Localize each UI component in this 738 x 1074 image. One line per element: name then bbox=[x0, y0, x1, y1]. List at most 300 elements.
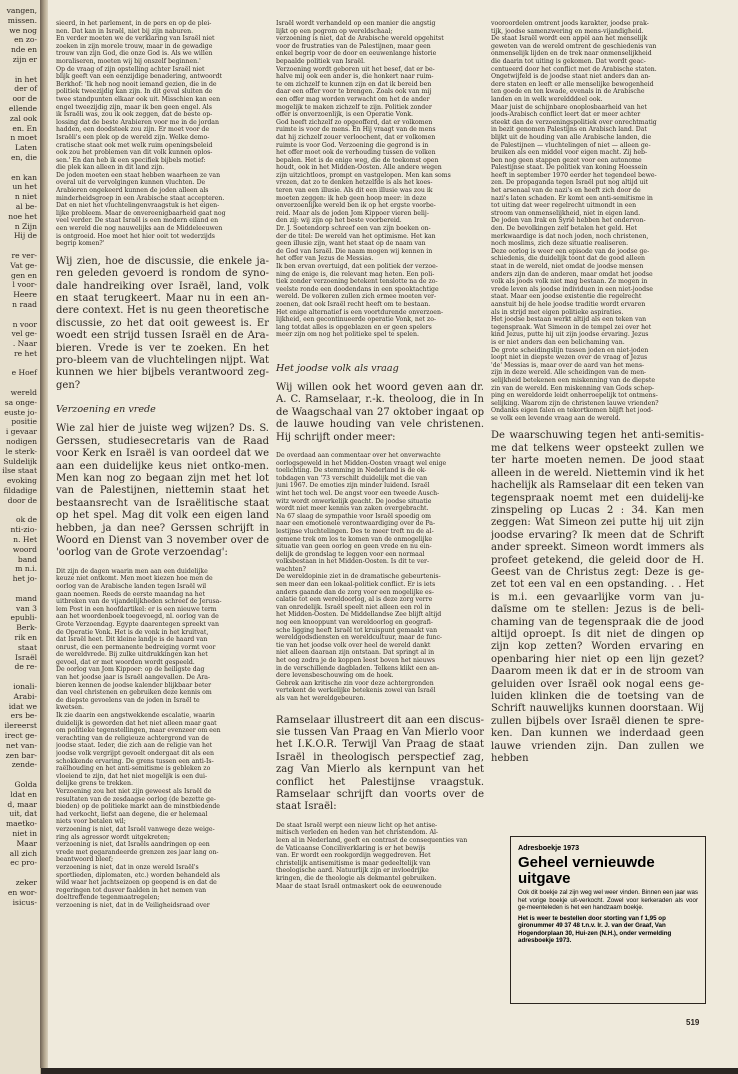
column-2-intro-ramselaar: Wij willen ook het woord geven aan dr. A. C. Ramselaar, r.-k. theoloog, die in In de Waagschaal van 27 oktober ingaat op de lauwe houding van vele christenen. Hij schrijft onder meer: bbox=[276, 381, 484, 443]
left-strip-line: nde en bbox=[10, 45, 37, 55]
previous-page-edge bbox=[0, 0, 41, 1074]
col1-bottom-line: de diepste gevoelens van de joden in Israël te bbox=[56, 696, 200, 704]
col1-top-line: is ontgroeid. Hoe moet het hier ooit tot wederzijds bbox=[56, 232, 215, 240]
col1-top-line: hadden, een doodsteek zou zijn. Er moet voor de bbox=[56, 126, 210, 134]
left-strip-line: n. Het bbox=[13, 535, 37, 545]
left-strip-line: un het bbox=[12, 182, 37, 192]
col1-bottom-line: de Operatie Vonk. Het is de vonk in het kruitvat, bbox=[56, 628, 209, 636]
col1-bottom-line: de wereldvrede. Bij zulke uitdrukkingen kan het bbox=[56, 651, 208, 659]
left-strip-line: Suldelijk bbox=[3, 456, 37, 466]
col1-bottom-line: gaan noemen. Reeds de eerste maandag na het bbox=[56, 590, 205, 598]
col3-top-line: geweten van de wereld omtrent de geschiedenis van bbox=[491, 42, 657, 50]
left-strip-line: staat bbox=[17, 642, 37, 652]
col3-top-line: noch moslims, zich deze situatie realiseren. bbox=[491, 240, 629, 248]
column-1-lead-paragraph: Wij zien, hoe de discussie, die enkele ja-ren geleden gevoerd is rondom de syno-dale handreiking over Israël, land, volk en staat terugkeert. Maar nu in een an-dere context. Het is nu geen theoretische discussie, zo het dat ooit geweest is. Er woedt een strijd tussen Israël en de Ara-bieren. Vrede is ver te zoeken. En het pro-bleem van de vluchtelingen nijpt. Wat kunnen we hier bijbels verantwoord zeg-gen? bbox=[56, 255, 269, 391]
column-3-commentary: De waarschuwing tegen het anti-semitis-me dat telkens weer opsteekt zullen we ter harte moeten nemen. De jood staat alleen in de wereld. Niettemin vind ik het hachelijk als Ramselaar dit een teken van tegenspraak noemt met een duidelij-ke zinspeling op Lucas 2 : 34. Kan men zeggen: Wat Simeon zei putte hij uit zijn joodse ervaring? Ik meen dat de Schrift ander spreekt. Simeon wordt immers als profeet getekend, die geleid door de H. Geest van de Christus zegt: Deze is ge-zet tot een val en een opstanding. . . Het is m.i. een gevaarlijke vorm van ju-daïsme om te stellen: Jezus is de beli-chaming van de tegenspraak die de jood altijd oproept. Is dit niet de dingen op zijn kop zetten? Worden ervaring en openbaring hier niet op een lijn gezet? Daarom meen ik dat er in de stroom van geluiden over Israël ook nogal eens ge-luiden klinken die de toetsing van de Schrift nauwelijks kunnen doorstaan. Wij zullen bijbels over Israël dienen te spre-ken. Dan kunnen we inderdaad geen lauwe vrienden zijn. Dan zullen we hebben bbox=[491, 430, 704, 765]
col2-top-line: mogelijk te maken zichzelf te zijn. Politiek zonder bbox=[276, 103, 432, 111]
col3-top-line: selijking. Waarom zijn de christenen lauwe vrienden? bbox=[491, 399, 659, 407]
col1-bottom-line: regeringen tot dusver faalden in het nemen van bbox=[56, 886, 207, 894]
col1-bottom-line: verzoening is niet, dat in de Veiligheidsraad over bbox=[56, 901, 210, 909]
left-strip-line: ilereerst bbox=[4, 721, 37, 731]
col1-top-line: een wereld die nog nauwelijks aan de Middeleeuwen bbox=[56, 225, 223, 233]
left-strip-line: Arabi- bbox=[13, 691, 37, 701]
col1-top-line: engel tweezijdig zijn, maar ik ben geen engel. Als bbox=[56, 103, 212, 111]
col3-top-line: kind Jezus, putte hij uit zijn joodse ervaring. Jezus bbox=[491, 331, 649, 339]
advertisement-adresboekje bbox=[510, 836, 706, 1004]
left-strip-line: vangen, bbox=[6, 6, 37, 15]
left-strip-line: irect ge- bbox=[4, 730, 37, 740]
col1-bottom-line: verzoening is niet, dat Israël vanwege deze weige- bbox=[56, 825, 215, 833]
col1-top-line: begrip komen?' bbox=[56, 240, 105, 248]
col3-top-line: vooroordelen omtrent joods karakter, joodse prak- bbox=[491, 20, 649, 27]
col1-bottom-line: joodse volk vergrijpt gevoelt ondergaat dit als een bbox=[56, 750, 214, 757]
col3-top-line: die daarin tot uiting is gekomen. Dat wordt geac- bbox=[491, 57, 646, 65]
col2-mid-line: sen meer dan een lokaal-politiek conflict. Er is iets bbox=[276, 581, 436, 589]
left-strip-line: i gevaar bbox=[5, 427, 37, 437]
col1-top-line: lossing dat de beste Arabieren voor me in de jordan bbox=[56, 118, 219, 126]
left-strip-line: en. En bbox=[12, 123, 37, 133]
col1-top-line: lijke probleem. Maar de onvereenigbaarheid gaat nog bbox=[56, 209, 226, 217]
col2-top-line: de God van Israël. Die naam mogen wij kennen in bbox=[276, 247, 433, 255]
col2-top-line: God heeft zichzelf zo opgeofferd, dat er volkomen bbox=[276, 118, 433, 126]
col2-top-line: teren van een illusie. Als dit een illusie was zou ik bbox=[276, 187, 433, 195]
column-2-body-top bbox=[276, 20, 484, 339]
left-strip-line: fildadige bbox=[3, 486, 37, 496]
col1-bottom-line: vloeiend te zijn, dat het niet mogelijk is een dui- bbox=[56, 772, 208, 780]
col1-bottom-line: oorlog van de Arabische landen tegen Israël wil bbox=[56, 582, 207, 590]
left-strip-line bbox=[0, 163, 40, 173]
col2-top-line: Dr. J. Soetendorp schreef een van zijn boeken on- bbox=[276, 225, 431, 233]
left-strip-line bbox=[0, 241, 40, 251]
col3-top-line: vrede leven als joodse individuen in een niet-joodse bbox=[491, 285, 653, 293]
left-strip-line: n niet bbox=[14, 192, 37, 202]
col2-mid-line: witz wordt onwerkelijk geacht. De joodse situatie bbox=[276, 497, 432, 505]
column-1 bbox=[56, 20, 269, 909]
ad-title: Geheel vernieuwde uitgave bbox=[518, 854, 655, 887]
col3-top-line: dere staten en leeft er alle menselijke bewogenheid bbox=[491, 80, 654, 88]
left-strip-line: isicus- bbox=[12, 897, 37, 907]
column-1-intro-gerssen: Wie zal hier de juiste weg wijzen? Ds. S. Gerssen, studiesecretaris van de Raad voor Kerk en Israël is van oordeel dat we aan een duidelijke keus niet ontko-men. Men kan nog zo begaan zijn met het lot van de Palestijnen, niettemin staat het bestaansrecht van de Israëlitische staat op het spel. Mag dit volk een eigen land hebben, ja dan nee? Gerssen schrijft in Woord en Dienst van 3 november over de 'oorlog van de Grote verzoendag': bbox=[56, 423, 269, 559]
left-strip-line: ers be- bbox=[10, 711, 37, 721]
left-strip-line: re het bbox=[14, 348, 37, 358]
left-strip-line: d, maar bbox=[7, 799, 37, 809]
col2-mid-line: dere levensbeschouwing om de hoek. bbox=[276, 672, 394, 680]
col1-bottom-line: De oorlog van Jom Kippoer: op de heiligste dag bbox=[56, 666, 205, 674]
left-strip-line: Israël bbox=[15, 652, 37, 662]
col2-mid-line: volksbestaan in het Midden-Oosten. Is dit te ver- bbox=[276, 558, 430, 566]
col1-top-line: die plek kan alleen in dit land zijn. bbox=[56, 164, 165, 172]
col3-top-line: ping en wereldorde leidt onherroepelijk tot ontmens- bbox=[491, 392, 658, 400]
left-strip-line: Maar bbox=[16, 838, 37, 848]
col2-mid-line: wachten? bbox=[276, 565, 306, 573]
left-strip-line: Vat ge- bbox=[10, 260, 37, 270]
column-2-quote-staat-israel bbox=[276, 822, 484, 890]
left-strip-line: n moet bbox=[10, 133, 37, 143]
col2-mid-line: Gebrek aan kritische zin voor deze achtergronden bbox=[276, 679, 434, 687]
col2-top-line: reid. Maar als de joden Jom Kippoer vieren belij- bbox=[276, 209, 429, 217]
col1-top-line: Dat en niet het vluchtelingenvraagstuk is het eigen- bbox=[56, 202, 220, 210]
left-strip-line: mand bbox=[15, 593, 37, 603]
col2-bottom-line: christelijk antisemitisme is maar gedeeltelijk van bbox=[276, 859, 431, 867]
col1-bottom-line: uitbreken van de vijandelijkheden schreef de Jerusa- bbox=[56, 598, 222, 606]
col2-mid-line: niet alleen daaraan zijn ontstaan. Dat springt al in bbox=[276, 649, 435, 657]
left-strip-line: uit, dat bbox=[9, 809, 37, 819]
col1-bottom-line: sportlieden, diplomaten, etc.) worden behandeld als bbox=[56, 871, 220, 879]
col1-top-line: veel verder. De staat Israël is een modern eiland en bbox=[56, 217, 219, 225]
col2-top-line: bepalen. Het is de enige weg, die de toekomst open bbox=[276, 156, 439, 164]
left-strip-line: en, die bbox=[11, 152, 37, 162]
col1-top-line: Berkhof: 'Ik heb nog nooit iemand gezien, die in de bbox=[56, 80, 217, 88]
col3-top-line: staat. Maar een joodse existentie die regelrecht bbox=[491, 293, 642, 301]
left-strip-line: evoking bbox=[6, 476, 37, 486]
col1-bottom-line: duidelijk is geworden dat het niet alleen maar gaat bbox=[56, 719, 217, 727]
col2-mid-line: tie van het joodse volk over heel de wereld dankt bbox=[276, 641, 431, 649]
col2-top-line: bepaalde politiek van Israël. bbox=[276, 57, 366, 65]
left-strip-line: gen en bbox=[10, 270, 37, 280]
left-strip-line bbox=[0, 584, 40, 594]
column-1-quote-gerssen bbox=[56, 568, 269, 910]
col1-bottom-line: Verzoening zou het niet zijn geweest als Israël de bbox=[56, 787, 212, 795]
left-strip-line: l voor- bbox=[12, 280, 37, 290]
col2-mid-line: De wereldopinie ziet in de dramatische gebeurtenis- bbox=[276, 573, 441, 581]
col1-top-line: nen. Dat kan in Israël, niet bij zijn naburen. bbox=[56, 27, 194, 35]
col2-bottom-line: leen al in Nederland, geeft en contrast de consequenties van bbox=[276, 837, 468, 844]
col1-top-line: Israëli's een plek op de wereld zijn. Welke demo- bbox=[56, 133, 210, 141]
left-strip-line: net van- bbox=[5, 740, 37, 750]
col1-top-line: twee standpunten elkaar ook uit. Misschien kan een bbox=[56, 95, 221, 103]
left-strip-line: re ver- bbox=[11, 250, 37, 260]
page-number: 519 bbox=[686, 1018, 700, 1027]
left-strip-line: Heere bbox=[13, 290, 37, 300]
col1-bottom-line: aan het woordenboek toegevoegd, nl. oorlog van de bbox=[56, 613, 219, 621]
column-3 bbox=[491, 20, 704, 765]
left-strip-line: ec pro- bbox=[10, 858, 37, 868]
col2-top-line: vrezen, dat zo te denken hetzelfde is als het koes- bbox=[276, 179, 433, 187]
left-strip-line: n raad bbox=[12, 299, 37, 309]
col2-mid-line: wint het toch wel. De angst voor een tweede Ausch- bbox=[276, 489, 440, 497]
col2-bottom-line: De staat Israël werpt een nieuw licht op het antise- bbox=[276, 821, 438, 829]
col1-bottom-line: om politieke tegenstellingen, maar evenzeer om een bbox=[56, 727, 221, 735]
col2-mid-line: toelichting. De stemming in Nederland is de ok- bbox=[276, 467, 427, 475]
col3-top-line: onmenselijk lijden en de trek naar onmenselijkheid bbox=[491, 50, 652, 58]
col2-top-line: Verzoening wordt geboren uit het besef, dat er be- bbox=[276, 65, 435, 73]
col3-top-line: tegenspraak. Wat Simeon in de tempel zei over het bbox=[491, 323, 652, 331]
ad-text: Ook dit boekje zal zijn weg wel weer vinden. Binnen een jaar was het vorige boekje uit-verkocht. Zowel voor kerkeraden als voor ge-meenteleden is het een handzaam boekje. bbox=[518, 889, 698, 911]
col3-top-line: Ondanks eigen falen en tekortkomen blijft het jood- bbox=[491, 407, 654, 415]
col2-mid-line: delijk de grondslag te leggen voor een normaal bbox=[276, 550, 425, 558]
col1-bottom-line: wild waar het jachtseizoen op geopend is en dat de bbox=[56, 879, 217, 887]
col2-top-line: der de titel: De wereld van het optimisme. Het kan bbox=[276, 232, 436, 240]
col3-top-line: volk als joods volk niet mag bestaan. Ze mogen in bbox=[491, 278, 648, 286]
left-strip-line bbox=[0, 770, 40, 780]
col2-bottom-line: kringen, die de theologie als dekmantel gebruiken. bbox=[276, 874, 437, 882]
col3-top-line: centueerd door het conflict met de Arabische staten. bbox=[491, 65, 657, 73]
col1-bottom-line: had verkocht, liefst aan degene, die er helemaal bbox=[56, 810, 208, 818]
col3-top-line: blijkt uit de houding van alle Arabische landen, die bbox=[491, 133, 652, 141]
left-strip-line: al be- bbox=[15, 201, 37, 211]
col2-top-line: tiek zonder verzoening betekent tenslotte na de zo- bbox=[276, 278, 438, 286]
col1-top-line: ik Israëli was, zou ik ook zeggen, dat de beste op- bbox=[56, 111, 213, 119]
col3-top-line: De joden van Irak en Syrië hebben het ondervon- bbox=[491, 217, 646, 225]
col3-top-line: Het joodse bestaan werkt altijd als een teken van bbox=[491, 316, 647, 324]
col2-top-line: het offer moet ook de verhouding tussen de volken bbox=[276, 149, 436, 157]
left-strip-line: sa onge- bbox=[4, 397, 37, 407]
col3-top-line: selijkheid betekenen een miskenning van de diepste bbox=[491, 376, 655, 384]
col3-top-line: staat in de wereld, niet omdat de joodse mensen bbox=[491, 263, 644, 270]
col3-top-line: ben nog geen stappen gezet voor een autonome bbox=[491, 156, 642, 164]
col3-top-line: in bezit genomen Palestijns en Arabisch land. Dat bbox=[491, 126, 647, 134]
col1-bottom-line: Grote Verzoendag. Egypte daarentegen spreekt van bbox=[56, 620, 219, 628]
column-2-ramselaar-illustration: Ramselaar illustreert dit aan een discus-sie tussen Van Praag en Van Mierlo voor het I.K.O.R. Terwijl Van Praag de staat Israël in theologisch perspectief zag, zag Van Mierlo als kernpunt van het conflict het Palestijnse vraagstuk. Ramselaar schrijft dan voorts over de staat Israël: bbox=[276, 714, 484, 813]
col2-top-line: ruimte is voor de mens. En Hij vraagt van de mens bbox=[276, 126, 436, 134]
col3-top-line: bruiken als een middel voor eigen macht. Zij heb- bbox=[491, 149, 648, 157]
col2-bottom-line: Maar de staat Israël ontmaskert ook de eeuwenoude bbox=[276, 882, 442, 890]
col2-bottom-line: van. Er wordt een rookgordijn weggedreven. Het bbox=[276, 852, 431, 860]
col3-top-line: is er niet anders dan een belichaming van. bbox=[491, 338, 625, 346]
col2-top-line: Israël wordt verhandeld op een manier die angstig bbox=[276, 20, 436, 27]
col2-mid-line: als van het wereldgebeuren. bbox=[276, 694, 366, 702]
col2-bottom-line: theologische aard. Natuurlijk zijn er invloedrijke bbox=[276, 867, 429, 875]
left-strip-line bbox=[0, 506, 40, 516]
left-strip-line: Berk- bbox=[16, 623, 37, 633]
col1-bottom-line: doeltreffende tegenmaatregelen; bbox=[56, 894, 160, 902]
left-strip-line: rik en bbox=[14, 633, 37, 642]
left-strip-line bbox=[0, 65, 40, 75]
col2-mid-line: oorlogsgeweld in het Midden-Oosten vraagt wel enige bbox=[276, 459, 447, 467]
col1-bottom-line: verzoening is niet, dat Israëls aandringen op een bbox=[56, 841, 210, 849]
col1-bottom-line: dan veel christenen en gebruiken deze kennis om bbox=[56, 689, 212, 697]
col3-top-line: Deze oorlog is weer een episode van de joodse ge- bbox=[491, 247, 650, 255]
col1-bottom-line: keuze niet ontkomt. Men moet kiezen hoe men de bbox=[56, 575, 213, 583]
col2-mid-line: lestijnse vluchtelingen. Des te meer treft nu de al- bbox=[276, 527, 434, 535]
col2-top-line: Het enige alternatief is een voortdurende onverzoen- bbox=[276, 308, 444, 316]
col1-bottom-line: raëlhouding en het anti-semitisme is gebleken zo bbox=[56, 765, 211, 773]
left-strip-line: n Zijn bbox=[14, 221, 37, 231]
col2-top-line: een offer mag worden verwacht om het de ander bbox=[276, 95, 430, 103]
col3-top-line: 'de' Messias is, maar over de aard van het mens- bbox=[491, 361, 645, 369]
col3-top-line: joods-Arabisch conflict leert dat er meer achter bbox=[491, 111, 641, 119]
col2-top-line: dat hij zichzelf zouer verloochent, dat er volkomen bbox=[276, 133, 436, 141]
col1-bottom-line: onrust, die een permanente bedreiging vormt voor bbox=[56, 643, 216, 651]
col1-top-line: sen.' En dan heb ik een specifiek bijbels motief: bbox=[56, 156, 206, 164]
left-strip-line: vel ge- bbox=[11, 329, 37, 339]
col2-top-line: lang totdat alles is opgeblazen en er geen spelers bbox=[276, 323, 432, 331]
column-1-body-top bbox=[56, 20, 269, 248]
col1-bottom-line: van het joodse jaar is Israël aangevallen. De Ara- bbox=[56, 674, 211, 682]
left-strip-line: le sterk- bbox=[5, 446, 37, 456]
left-strip-line: n voor bbox=[12, 319, 37, 329]
col1-top-line: blijk geeft van een eenzijdige benadering, antwoordt bbox=[56, 73, 223, 81]
left-strip-line: zen bar- bbox=[5, 750, 37, 760]
col2-top-line: Ik ben ervan overtuigd, dat een politiek der verzoe- bbox=[276, 263, 438, 270]
col2-mid-line: nog een knooppunt van wereldoorlog en geografi- bbox=[276, 619, 433, 627]
left-strip-line: door de bbox=[7, 495, 37, 505]
col3-top-line: De grote scheidingslijn tussen joden en niet-joden bbox=[491, 346, 649, 354]
col1-bottom-line: schokkende ervaring. De grens tussen een anti-Is- bbox=[56, 757, 214, 765]
col2-top-line: houdt, ook in het Midden-Oosten. Alle andere wegen bbox=[276, 164, 442, 172]
left-strip-line: zende- bbox=[11, 760, 37, 770]
col1-bottom-line: dat Israël heet. Dit kleine landje is de haard van bbox=[56, 636, 208, 644]
col2-top-line: lijkheid, een gecontinueerde operatie Vonk, net zo- bbox=[276, 316, 437, 324]
col2-top-line: geen illusie zijn, want het staat op de naam van bbox=[276, 240, 426, 248]
col2-mid-line: wordt niet meer kennis van zaken overgebracht. bbox=[276, 505, 429, 513]
col1-bottom-line: ring als agressor wordt uitgekreten; bbox=[56, 833, 170, 841]
col2-top-line: wereld. De volkeren zullen zich ermee moeten ver- bbox=[276, 293, 437, 301]
left-strip-line: nti-zio- bbox=[10, 525, 37, 535]
col3-top-line: anders zijn dan de anderen, maar omdat het joodse bbox=[491, 270, 653, 278]
left-strip-line: positie bbox=[11, 417, 37, 427]
col3-top-line: Maar juist de schijnbare onoplosbaarheid van het bbox=[491, 103, 647, 111]
left-strip-line: Golda bbox=[14, 779, 37, 789]
col2-top-line: te om zichzelf te kunnen zijn en dat ik bereid ben bbox=[276, 80, 432, 88]
col1-bottom-line: kwetsen. bbox=[56, 704, 84, 712]
left-strip-line: zal ook bbox=[9, 113, 37, 123]
page-gutter bbox=[40, 0, 48, 1068]
left-strip-line: ldat en bbox=[10, 789, 37, 799]
col3-top-line: loopt niet in diepste wezen over de vraag of Jezus bbox=[491, 354, 648, 362]
col3-top-line: steekt dan de verzoeningspolitiek over onrechtmatig bbox=[491, 118, 657, 126]
left-strip-line: en zo- bbox=[14, 35, 37, 45]
col1-bottom-line: bieren kennen de joodse kalender blijkbaar beter bbox=[56, 681, 212, 689]
col3-top-line: zen. De propaganda tegen Israël put nog altijd uit bbox=[491, 179, 649, 187]
col3-top-line: de Palestijnen — vluchtelingen of niet — alleen ge- bbox=[491, 141, 651, 149]
col2-mid-line: situatie van geen oorlog en geen vrede en nu ein- bbox=[276, 543, 432, 551]
left-strip-line: nodigen bbox=[6, 437, 37, 447]
col2-top-line: voor de frustraties van de Palestijnen, maar geen bbox=[276, 42, 431, 50]
col3-top-line: het arsenaal van de nazi's en heeft zich door de bbox=[491, 187, 641, 195]
col1-bottom-line: beantwoord bleef; bbox=[56, 856, 114, 864]
left-strip-line: en kan bbox=[11, 172, 37, 182]
left-strip-line: het jo- bbox=[12, 574, 37, 584]
left-strip-line: wereld bbox=[10, 388, 37, 398]
left-strip-line: de re- bbox=[14, 662, 37, 672]
ad-kicker: Adresboekje 1973 bbox=[518, 843, 580, 852]
col2-mid-line: wereldgodsdiensten en wereldcultuur, maar de func- bbox=[276, 634, 443, 642]
left-strip-line: ilse staat bbox=[2, 466, 37, 476]
col2-bottom-line: mitisch verleden en heden van het christendom. Al- bbox=[276, 829, 439, 837]
col1-bottom-line: niets voor betalen wil; bbox=[56, 818, 126, 826]
left-strip-line: ionali- bbox=[13, 681, 37, 691]
col3-top-line: De staat Israël wordt een appèl aan het menselijk bbox=[491, 35, 648, 43]
left-strip-line: m n.i. bbox=[15, 564, 37, 574]
col3-top-line: tijk, joodse samenzwering en mens-vijandigheid. bbox=[491, 27, 644, 35]
left-strip-line: idat we bbox=[8, 701, 37, 711]
left-strip-line bbox=[0, 868, 40, 878]
col1-top-line: ook zou het problemen van dit volk kunnen oplos- bbox=[56, 149, 213, 157]
left-strip-line: zeker bbox=[15, 877, 37, 887]
col1-top-line: moraliseren, moeten wij bij onszelf beginnen.' bbox=[56, 57, 201, 65]
left-strip-line: noe het bbox=[8, 211, 37, 221]
col2-mid-line: anders gaande dan de zorg voor een mogelijke es- bbox=[276, 588, 434, 596]
col1-bottom-line: delijke grens te trekken. bbox=[56, 780, 133, 788]
left-strip-line bbox=[0, 359, 40, 369]
col1-bottom-line: Ik zie daarin een angstwekkende escalatie, waarin bbox=[56, 712, 215, 720]
col2-top-line: onverzoenlijke wereld ben ik op het ergste voorbe- bbox=[276, 202, 436, 210]
col1-top-line: cratische staat ook met welk ruim openingsbeleid bbox=[56, 141, 213, 149]
col3-top-line: Ongetwijfeld is de joodse staat niet anders dan an- bbox=[491, 73, 651, 81]
col2-top-line: meer zijn om nog het politieke spel te spelen. bbox=[276, 331, 419, 339]
left-strip-line: Hij de bbox=[13, 231, 37, 241]
left-strip-line: van 3 bbox=[16, 603, 37, 613]
col3-top-line: den. De bevolkingen zelf betalen het geld. Het bbox=[491, 225, 637, 233]
col1-top-line: Arabieren ongekeerd kunnen de joden alleen als bbox=[56, 187, 209, 195]
col3-top-line: ten goede en ten kwade, evenals in de Arabische bbox=[491, 88, 645, 96]
col3-top-line: merkwaardige is dat noch joden, noch christenen, bbox=[491, 232, 649, 240]
left-strip-line: epubli- bbox=[10, 613, 37, 623]
col2-bottom-line: de Vaticaanse Conciliverklaring is er het bewijs bbox=[276, 844, 426, 852]
column-3-body-top bbox=[491, 20, 704, 422]
col1-bottom-line: resultaten van de zesdaagse oorlog (de bezette ge- bbox=[56, 795, 216, 803]
col2-top-line: ruimte is voor God. Verzoening die gegrond is in bbox=[276, 141, 429, 149]
col1-bottom-line: gevoel, dat er met woorden wordt gespeeld. bbox=[56, 658, 195, 666]
left-strip-line: ok de bbox=[16, 515, 37, 525]
left-strip-line: zijn er bbox=[12, 54, 37, 64]
col3-top-line: tot uiting dat weer regelrecht uitmondt in een bbox=[491, 202, 637, 210]
left-strip-line: e Hoef bbox=[11, 368, 37, 378]
col2-mid-line: in de verschillende dagbladen. Telkens klikt een an- bbox=[276, 664, 439, 672]
col3-top-line: schiedenis, die duidelijk toont dat de good alleen bbox=[491, 255, 646, 263]
col3-top-line: heeft in september 1970 eerder het tegendeel bewe- bbox=[491, 171, 657, 179]
col3-top-line: stroom van onmenselijkheid, niet in eigen land. bbox=[491, 209, 641, 217]
col1-top-line: trouw van zijn God, die onze God is. Als we willen bbox=[56, 50, 213, 58]
col2-top-line: den zij: wij zijn op het beste voorbereid. bbox=[276, 217, 402, 225]
col2-top-line: veelste ronde een doodendans in een spooktachtige bbox=[276, 285, 439, 293]
col2-mid-line: tobdagen van '73 verschilt duidelijk met die van bbox=[276, 474, 428, 482]
col3-top-line: landen en in welk wereldddeel ook. bbox=[491, 95, 603, 103]
col2-top-line: zoenen, dat ook Israël recht heeft om te bestaan. bbox=[276, 300, 431, 308]
col1-top-line: De joden moeten een staat hebben waarheen ze van bbox=[56, 171, 221, 179]
col2-top-line: zijn uitzichtloos, prompt en vastgelopen. Men kan soms bbox=[276, 171, 451, 179]
col2-mid-line: calatie tot een wereldoorlog, al is deze zorg verre bbox=[276, 596, 433, 604]
col1-bottom-line: verachting van de religieuze achtergrond van de bbox=[56, 734, 209, 742]
col1-bottom-line: joodse staat. Ieder, die zich aan de religie van het bbox=[56, 742, 213, 750]
col1-bottom-line: verzoening is niet, dat in onze wereld Israël's bbox=[56, 863, 199, 871]
section-heading-verzoening: Verzoening en vrede bbox=[56, 404, 156, 416]
col3-top-line: nazi's laten schaden. Er komt een anti-semitisme in bbox=[491, 194, 653, 202]
left-strip-line: in het bbox=[14, 74, 37, 84]
left-strip-line: niet in bbox=[12, 828, 37, 838]
col2-top-line: het offer van Jezus de Messias. bbox=[276, 255, 374, 263]
col2-mid-line: van onredelijk. Israël speelt niet alleen een rol in bbox=[276, 603, 431, 611]
col3-top-line: zin van de wereld. Een miskenning van Gods schep- bbox=[491, 384, 655, 392]
col2-mid-line: juni 1967. De emoties zijn minder luidend. Israël bbox=[276, 482, 430, 490]
left-strip-line: der of bbox=[14, 84, 37, 94]
col3-top-line: als in strijd met eigen politieke aspiraties. bbox=[491, 308, 624, 316]
col2-mid-line: De overdaad aan commentaar over het onverwachte bbox=[276, 451, 441, 459]
col1-bottom-line: lem Post in een hoofdartikel: er is een nieuwe term bbox=[56, 605, 217, 613]
left-strip-line: band bbox=[17, 554, 37, 564]
left-strip-line: . Naar bbox=[12, 339, 37, 349]
col2-top-line: ning de enige is, die relevant mag heten. Een poli- bbox=[276, 270, 435, 278]
section-heading-joodse-volk: Het joodse volk als vraag bbox=[276, 362, 399, 374]
col2-mid-line: naar een emotionele verontwaardiging over de Pa- bbox=[276, 520, 436, 528]
col1-bottom-line: vrede met gegarandeerde grenzen zes jaar lang on- bbox=[56, 848, 219, 856]
col1-top-line: sieerd, in het parlement, in de pers en op de plei- bbox=[56, 20, 212, 27]
col3-top-line: aanstuit bij de hele joodse traditie wordt ervaren bbox=[491, 300, 646, 308]
col2-top-line: daar een offer voor te brengen. Zoals ook van mij bbox=[276, 88, 432, 96]
left-strip-line: all zich bbox=[9, 848, 37, 858]
col1-bottom-line: bieden) op de politieke markt aan de minstbiedende bbox=[56, 803, 220, 811]
left-strip-line: maetko- bbox=[5, 819, 37, 829]
col2-top-line: moeten zeggen: ik heb geen hoop meer: in deze bbox=[276, 194, 427, 202]
col2-mid-line: het Midden-Oosten. De Middellandse Zee blijft altijd bbox=[276, 611, 442, 619]
left-strip-line: en wor- bbox=[7, 887, 37, 897]
col1-top-line: Op de vraag of zijn opstelling achter Israël niet bbox=[56, 65, 205, 73]
left-strip-line: Laten bbox=[14, 143, 37, 153]
col1-bottom-line: Dit zijn de dagen waarin men aan een duidelijke bbox=[56, 567, 208, 575]
col1-top-line: overal uit de vervolgingen kunnen vluchten. De bbox=[56, 179, 206, 187]
col1-top-line: En verder moeten we de verklaring van Israël niet bbox=[56, 35, 215, 43]
